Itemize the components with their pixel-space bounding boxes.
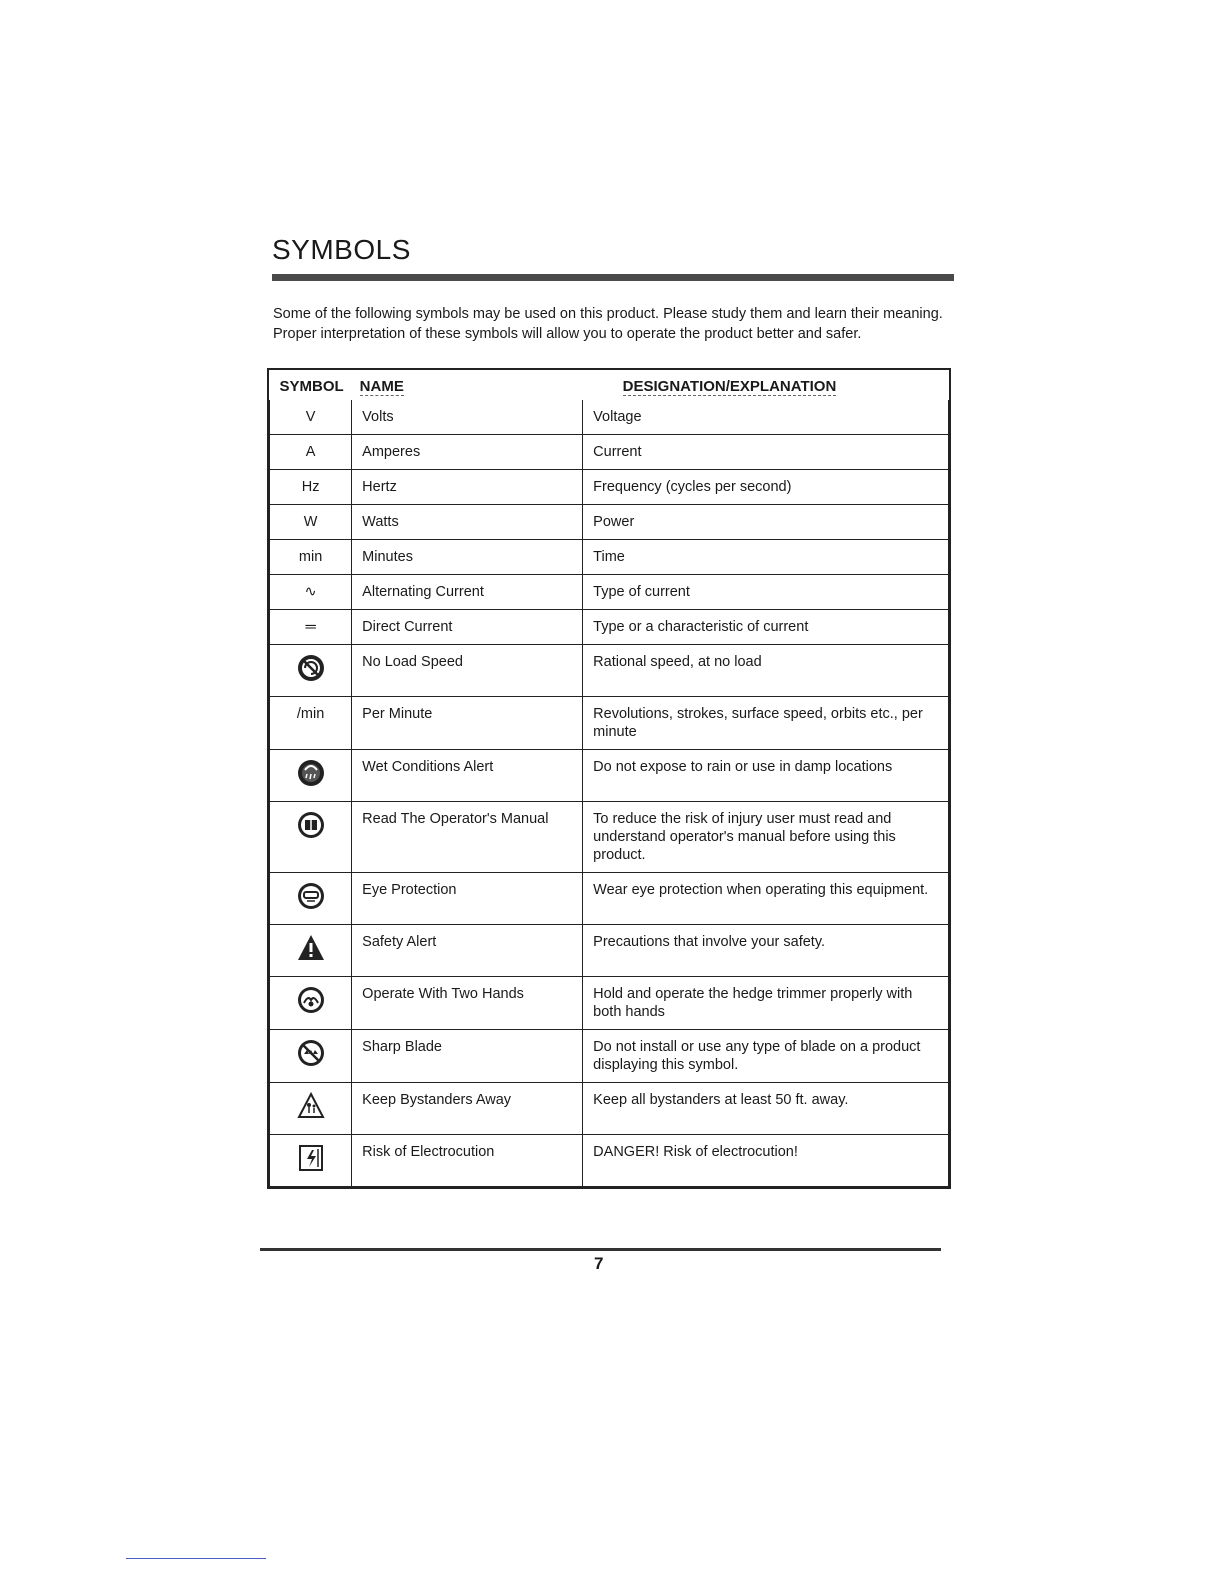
designation-cell: Wear eye protection when operating this equipment. <box>583 873 949 925</box>
designation-cell: Type of current <box>583 575 949 610</box>
stray-line <box>126 1558 266 1559</box>
name-cell: Risk of Electrocution <box>352 1135 583 1187</box>
name-cell: Minutes <box>352 540 583 575</box>
designation-cell: Revolutions, strokes, surface speed, orbits etc., per minute <box>583 697 949 750</box>
symbol-cell: Hz <box>270 470 352 505</box>
two-hands-icon <box>296 1003 326 1019</box>
symbol-cell <box>270 925 352 977</box>
symbol-cell: A <box>270 435 352 470</box>
name-cell: Safety Alert <box>352 925 583 977</box>
designation-cell: Do not expose to rain or use in damp locations <box>583 750 949 802</box>
header-symbol: SYMBOL <box>279 377 344 395</box>
symbol-cell: min <box>270 540 352 575</box>
eye-protection-icon <box>296 899 326 915</box>
name-cell: Per Minute <box>352 697 583 750</box>
symbol-cell: /min <box>270 697 352 750</box>
table-row <box>270 750 949 802</box>
name-cell: Direct Current <box>352 610 583 645</box>
symbol-cell: V <box>270 400 352 435</box>
name-cell: Hertz <box>352 470 583 505</box>
designation-cell: Current <box>583 435 949 470</box>
name-cell: Read The Operator's Manual <box>352 802 583 873</box>
designation-cell: Precautions that involve your safety. <box>583 925 949 977</box>
header-designation: DESIGNATION/EXPLANATION <box>622 377 837 395</box>
bystanders-icon <box>296 1109 326 1125</box>
table-row <box>270 505 949 540</box>
designation-cell: Frequency (cycles per second) <box>583 470 949 505</box>
designation-cell: Voltage <box>583 400 949 435</box>
intro-paragraph: Some of the following symbols may be used on this product. Please study them and learn their meaning. Proper interpretation of these symbols will allow you to operate the product better and safer. <box>273 306 943 342</box>
table-row <box>270 977 949 1030</box>
designation-cell: Time <box>583 540 949 575</box>
name-cell: No Load Speed <box>352 645 583 697</box>
designation-cell: Rational speed, at no load <box>583 645 949 697</box>
no-load-speed-icon <box>296 671 326 687</box>
table-row <box>270 697 949 750</box>
wet-conditions-icon <box>296 776 326 792</box>
symbol-cell: ∿ <box>270 575 352 610</box>
name-cell: Sharp Blade <box>352 1030 583 1083</box>
table-row <box>270 470 949 505</box>
table-row <box>270 540 949 575</box>
table-row <box>270 435 949 470</box>
name-cell: Volts <box>352 400 583 435</box>
table-row <box>270 610 949 645</box>
name-cell: Wet Conditions Alert <box>352 750 583 802</box>
designation-cell: Do not install or use any type of blade on a product displaying this symbol. <box>583 1030 949 1083</box>
page-number: 7 <box>594 1254 604 1273</box>
name-cell: Amperes <box>352 435 583 470</box>
symbol-cell <box>270 802 352 873</box>
symbol-cell: W <box>270 505 352 540</box>
name-cell: Alternating Current <box>352 575 583 610</box>
designation-cell: Keep all bystanders at least 50 ft. away. <box>583 1083 949 1135</box>
symbol-cell: ═ <box>270 610 352 645</box>
symbols-table <box>267 368 951 1189</box>
sharp-blade-icon <box>296 1056 326 1072</box>
footer-rule <box>260 1248 941 1251</box>
table-row <box>270 575 949 610</box>
name-cell: Eye Protection <box>352 873 583 925</box>
symbol-cell <box>270 1030 352 1083</box>
symbol-cell <box>270 645 352 697</box>
symbol-cell <box>270 750 352 802</box>
table-row <box>270 925 949 977</box>
designation-cell: Type or a characteristic of current <box>583 610 949 645</box>
name-cell: Operate With Two Hands <box>352 977 583 1030</box>
symbol-cell <box>270 1135 352 1187</box>
table-row <box>270 802 949 873</box>
table-row <box>270 1030 949 1083</box>
electrocution-icon <box>296 1161 326 1177</box>
table-row <box>270 1135 949 1187</box>
table-row <box>270 873 949 925</box>
symbol-cell <box>270 977 352 1030</box>
table-row <box>270 645 949 697</box>
safety-alert-icon <box>296 951 326 967</box>
table-row <box>270 1083 949 1135</box>
name-cell: Keep Bystanders Away <box>352 1083 583 1135</box>
designation-cell: DANGER! Risk of electrocution! <box>583 1135 949 1187</box>
designation-cell: To reduce the risk of injury user must read and understand operator's manual before using this product. <box>583 802 949 873</box>
page-title: SYMBOLS <box>272 234 411 265</box>
read-manual-icon <box>296 828 326 844</box>
symbol-cell <box>270 1083 352 1135</box>
header-name: NAME <box>359 377 404 395</box>
title-rule <box>272 274 954 281</box>
name-cell: Watts <box>352 505 583 540</box>
table-row <box>270 400 949 435</box>
designation-cell: Hold and operate the hedge trimmer properly with both hands <box>583 977 949 1030</box>
symbol-cell <box>270 873 352 925</box>
designation-cell: Power <box>583 505 949 540</box>
